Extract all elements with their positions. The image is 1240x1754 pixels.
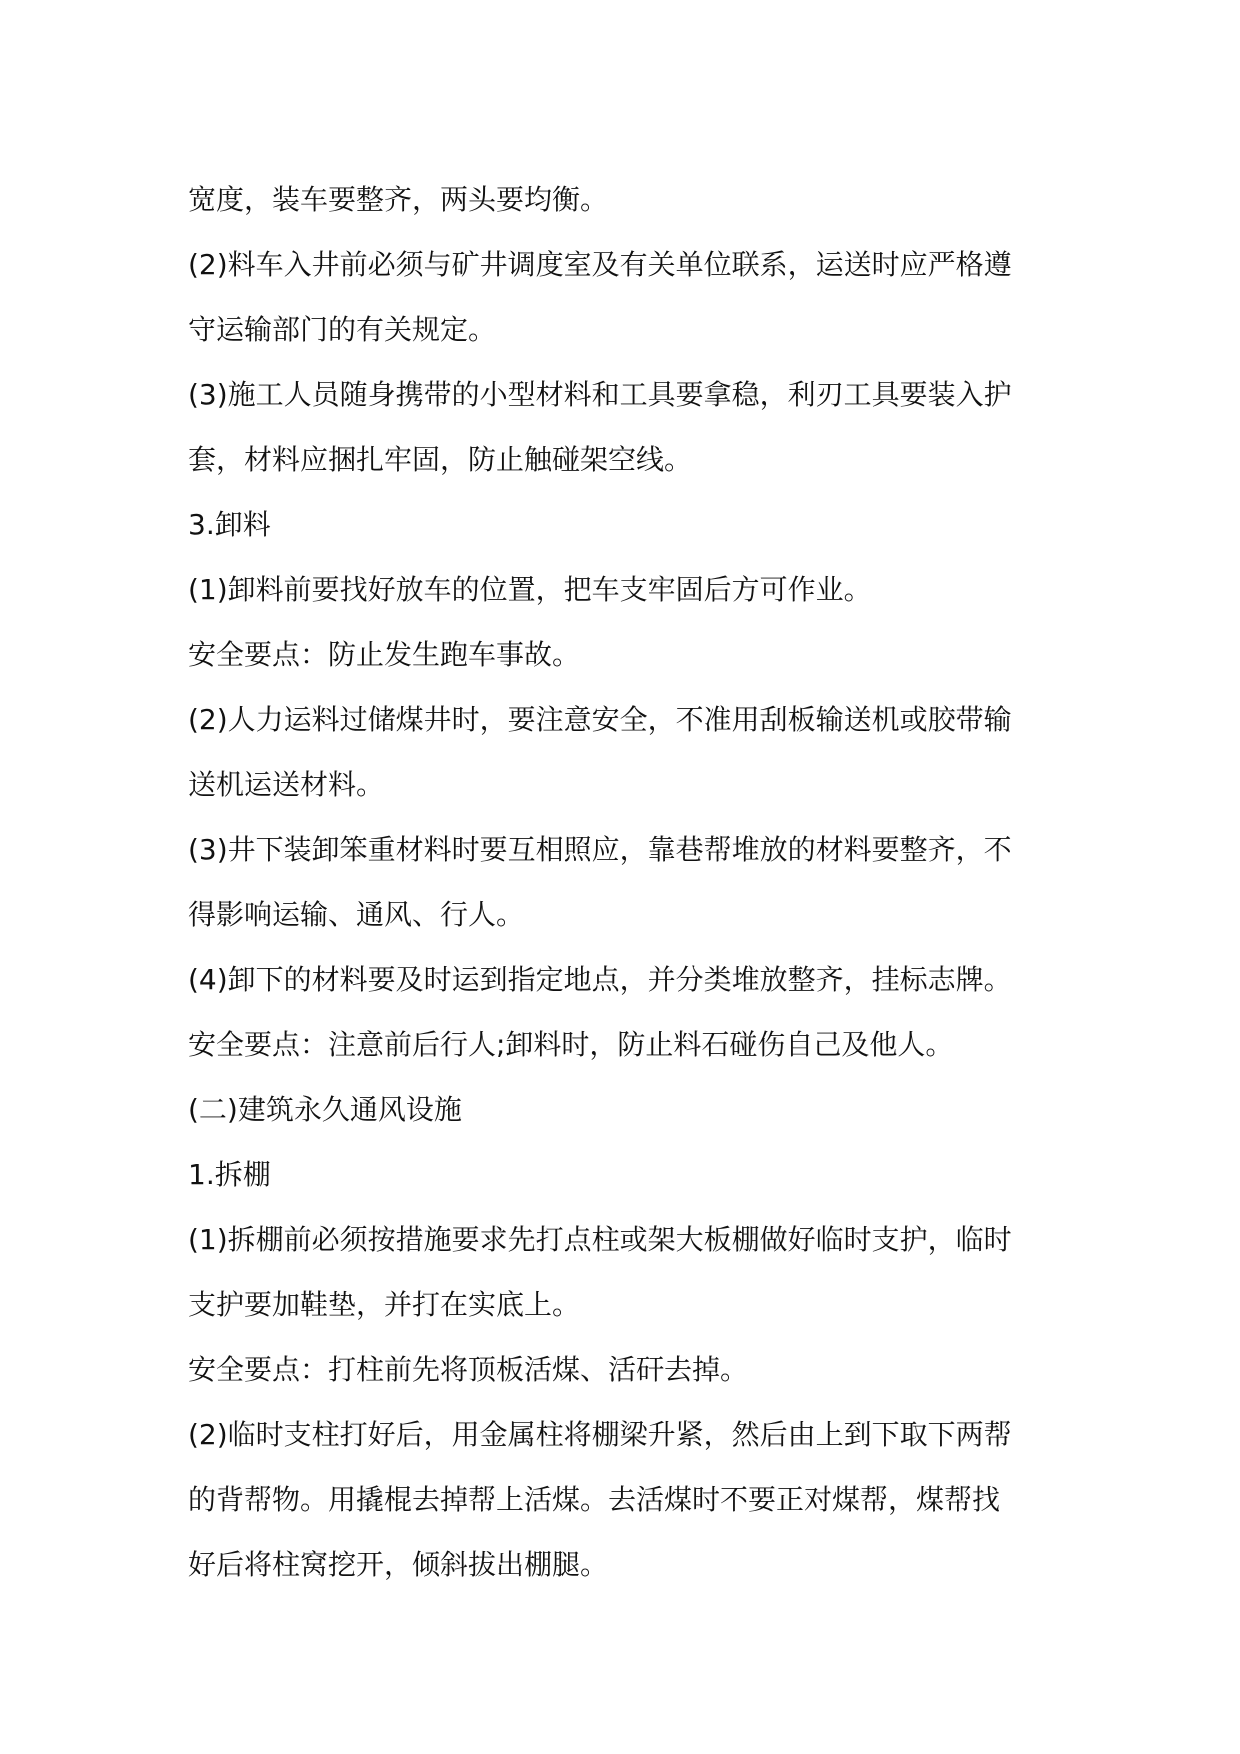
text-line: (3)井下装卸笨重材料时要互相照应，靠巷帮堆放的材料要整齐，不 xyxy=(188,833,1012,866)
text-line: 守运输部门的有关规定。 xyxy=(188,313,497,346)
safety-note: 安全要点：打柱前先将顶板活煤、活矸去掉。 xyxy=(188,1353,749,1386)
text-line: 好后将柱窝挖开，倾斜拔出棚腿。 xyxy=(188,1548,609,1581)
text-line: (3)施工人员随身携带的小型材料和工具要拿稳，利刃工具要装入护 xyxy=(188,378,1012,411)
text-line: (2)人力运料过储煤井时，要注意安全，不准用刮板输送机或胶带输 xyxy=(188,703,1012,736)
text-line: (1)拆棚前必须按措施要求先打点柱或架大板棚做好临时支护，临时 xyxy=(188,1223,1012,1256)
text-line: (2)临时支柱打好后，用金属柱将棚梁升紧，然后由上到下取下两帮 xyxy=(188,1418,1012,1451)
text-line: (4)卸下的材料要及时运到指定地点，并分类堆放整齐，挂标志牌。 xyxy=(188,963,1012,996)
text-line: 得影响运输、通风、行人。 xyxy=(188,898,525,931)
text-line: (1)卸料前要找好放车的位置，把车支牢固后方可作业。 xyxy=(188,573,872,606)
section-heading: 1.拆棚 xyxy=(188,1158,271,1191)
document-body xyxy=(188,167,1058,1597)
section-heading: (二)建筑永久通风设施 xyxy=(188,1093,462,1126)
text-line: 的背帮物。用撬棍去掉帮上活煤。去活煤时不要正对煤帮，煤帮找 xyxy=(188,1483,1001,1516)
text-line: 套，材料应捆扎牢固，防止触碰架空线。 xyxy=(188,443,693,476)
safety-note: 安全要点：防止发生跑车事故。 xyxy=(188,638,581,671)
section-heading: 3.卸料 xyxy=(188,508,271,541)
text-line: (2)料车入井前必须与矿井调度室及有关单位联系，运送时应严格遵 xyxy=(188,248,1012,281)
safety-note: 安全要点：注意前后行人;卸料时，防止料石碰伤自己及他人。 xyxy=(188,1028,954,1061)
text-line: 宽度，装车要整齐，两头要均衡。 xyxy=(188,183,609,216)
text-line: 送机运送材料。 xyxy=(188,768,385,801)
text-line: 支护要加鞋垫，并打在实底上。 xyxy=(188,1288,581,1321)
